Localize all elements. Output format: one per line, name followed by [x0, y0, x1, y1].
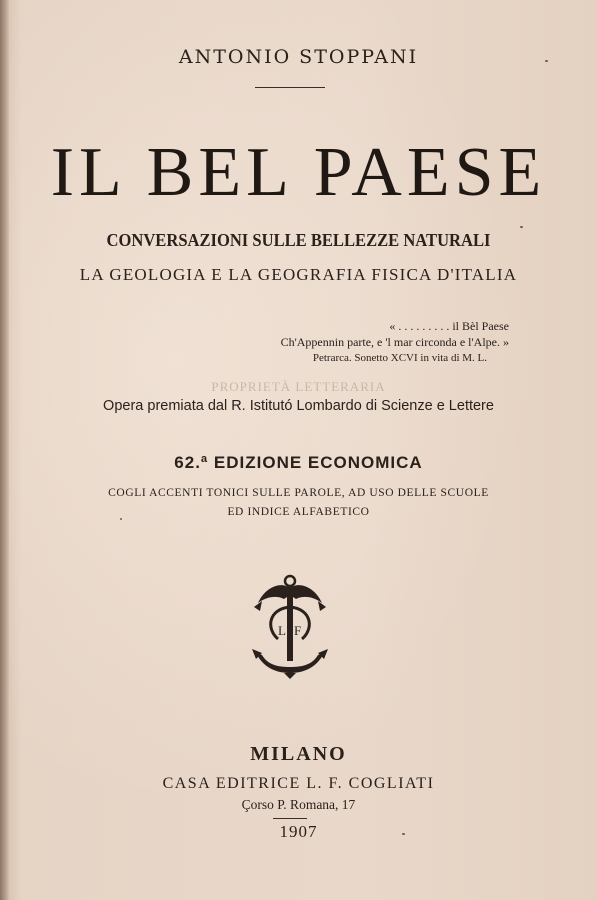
faint-bleedthrough-text: PROPRIETÀ LETTERARIA — [211, 379, 386, 394]
publication-year: 1907 — [279, 822, 318, 841]
anchor-monogram-icon — [248, 573, 332, 679]
paper-speck — [402, 833, 405, 835]
paper-speck — [120, 518, 122, 520]
epigraph-attribution: Petrarca. Sonetto XCVI in vita di M. L. — [312, 352, 487, 364]
emblem-monogram-f: F — [294, 623, 302, 638]
divider-rule — [255, 87, 325, 88]
paper-speck — [545, 60, 548, 62]
subtitle-line-2: LA GEOLOGIA E LA GEOGRAFIA FISICA D'ITALIA — [79, 265, 518, 284]
edition-note-line-1: COGLI ACCENTI TONICI SULLE PAROLE, AD USO DELLE SCUOLE — [108, 487, 489, 499]
edition-note-line-2: ED INDICE ALFABETICO — [227, 506, 370, 518]
award-line: Opera premiata dal R. Istitutó Lombardo di Scienze e Lettere — [103, 398, 494, 414]
publisher-name: CASA EDITRICE L. F. COGLIATI — [162, 775, 435, 792]
book-title: IL BEL PAESE — [50, 134, 547, 211]
epigraph — [281, 318, 509, 366]
epigraph-line-2: Ch'Appennin parte, e 'l mar circonda e l'Alpe. » — [280, 335, 509, 349]
subtitle-line-1: CONVERSAZIONI SULLE BELLEZZE NATURALI — [106, 230, 491, 250]
publisher-address: Çorso P. Romana, 17 — [241, 797, 356, 812]
epigraph-line-1: « . . . . . . . . . il Bèl Paese — [389, 319, 509, 333]
edition-line: 62.ª EDIZIONE ECONOMICA — [174, 453, 423, 472]
edition-notes — [0, 484, 597, 522]
publication-city: MILANO — [250, 743, 347, 765]
paper-speck — [520, 226, 523, 228]
year-divider — [273, 818, 307, 819]
author-name: ANTONIO STOPPANI — [178, 46, 419, 68]
emblem-monogram-l: L — [278, 623, 286, 638]
